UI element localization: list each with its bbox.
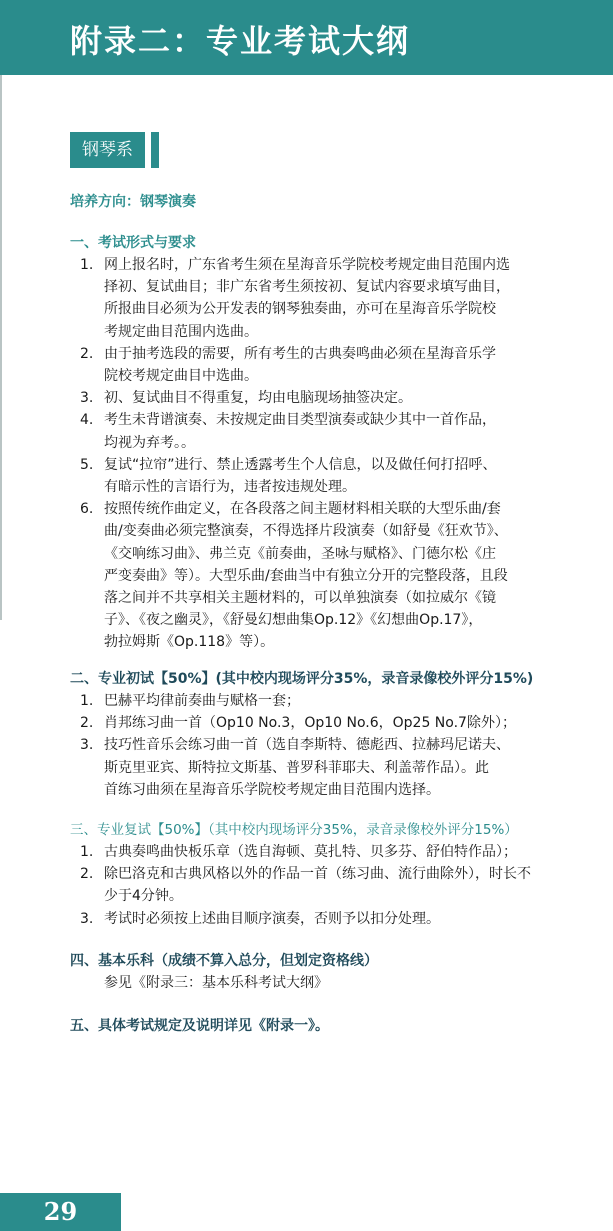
- list-item: 2. 除巴洛克和古典风格以外的作品一首（练习曲、流行曲除外），时长不 少于4分钟。: [80, 866, 531, 905]
- list-item: 1. 巴赫平均律前奏曲与赋格一套；: [80, 693, 300, 709]
- list-item: 2. 肖邦练习曲一首（Op10 No.3，Op10 No.6，Op25 No.7除外）；: [80, 715, 516, 732]
- requirement-list: [70, 254, 600, 654]
- page-title: 附录二：专业考试大纲: [70, 22, 411, 60]
- section-title: 四、基本乐科（成绩不算入总分，但划定资格线）: [70, 953, 378, 969]
- section-title: 一、考试形式与要求: [70, 235, 196, 251]
- list-item: 1. 古典奏鸣曲快板乐章（选自海顿、莫扎特、贝多芬、舒伯特作品）；: [80, 844, 517, 860]
- list-item: 6. 按照传统作曲定义，在各段落之间主题材料相关联的大型乐曲/套 曲/变奏曲必须完整演奏，不得选择片段演奏（如舒曼《狂欢节》、 《交响练习曲》、弗兰克《前奏曲，圣咏与赋格》、门德尔松《庄 严变奏曲》等）。大型乐曲/套曲当中有独立分开的完整段落，且段 落之间并不共享相关主题材料的，可以单独演奏（如拉威尔《镜 子》、《夜之幽灵》，《舒曼幻想曲集Op.12》《幻想曲Op.17》， 勃拉姆斯《Op.118》等）。: [80, 501, 508, 651]
- section-title: 二、专业初试【50%】(其中校内现场评分35%，录音录像校外评分15%): [70, 671, 534, 687]
- section-title: 五、具体考试规定及说明详见《附录一》。: [70, 1018, 329, 1034]
- section-basic-music: [70, 950, 600, 994]
- list-item: 4. 考生未背谱演奏、未按规定曲目类型演奏或缺少其中一首作品， 均视为弃考。。: [80, 412, 496, 451]
- page-number: 29: [0, 1193, 121, 1231]
- margin-rule: [0, 75, 2, 620]
- section-title: 三、专业复试【50%】（其中校内现场评分35%，录音录像校外评分15%）: [70, 822, 518, 838]
- repertoire-list: [70, 841, 600, 930]
- section-exam-format: [70, 232, 600, 654]
- department-tag: [70, 132, 159, 168]
- repertoire-list: [70, 690, 600, 801]
- section-preliminary-exam: [70, 668, 600, 801]
- reference-note: 参见《附录三：基本乐科考试大纲》: [104, 975, 328, 991]
- header-banner: [0, 0, 613, 75]
- section-final-exam: [70, 819, 600, 930]
- section-exam-rules: [70, 1015, 600, 1037]
- list-item: 3. 初、复试曲目不得重复，均由电脑现场抽签决定。: [80, 390, 412, 407]
- list-item: 3. 技巧性音乐会练习曲一首（选自李斯特、德彪西、拉赫玛尼诺夫、 斯克里亚宾、斯特拉文斯基、普罗科菲耶夫、利盖蒂作品）。此 首练习曲须在星海音乐学院校考规定曲目范围内选择。: [80, 737, 510, 798]
- department-label: 钢琴系: [70, 132, 145, 168]
- department-accent-bar: [151, 132, 159, 168]
- list-item: 3. 考试时必须按上述曲目顺序演奏，否则予以扣分处理。: [80, 910, 440, 927]
- list-item: 1. 网上报名时，广东省考生须在星海音乐学院校考规定曲目范围内选 择初、复试曲目；非广东省考生须按初、复试内容要求填写曲目， 所报曲目必须为公开发表的钢琴独奏曲，亦可在星海音乐学院校 考规定曲目范围内选曲。: [80, 257, 510, 340]
- list-item: 5. 复试“拉帘”进行、禁止透露考生个人信息，以及做任何打招呼、 有暗示性的言语行为，违者按违规处理。: [80, 456, 497, 496]
- list-item: 2. 由于抽考选段的需要，所有考生的古典奏鸣曲必须在星海音乐学 院校考规定曲目中选曲。: [80, 345, 496, 385]
- training-direction: 培养方向：钢琴演奏: [70, 194, 196, 210]
